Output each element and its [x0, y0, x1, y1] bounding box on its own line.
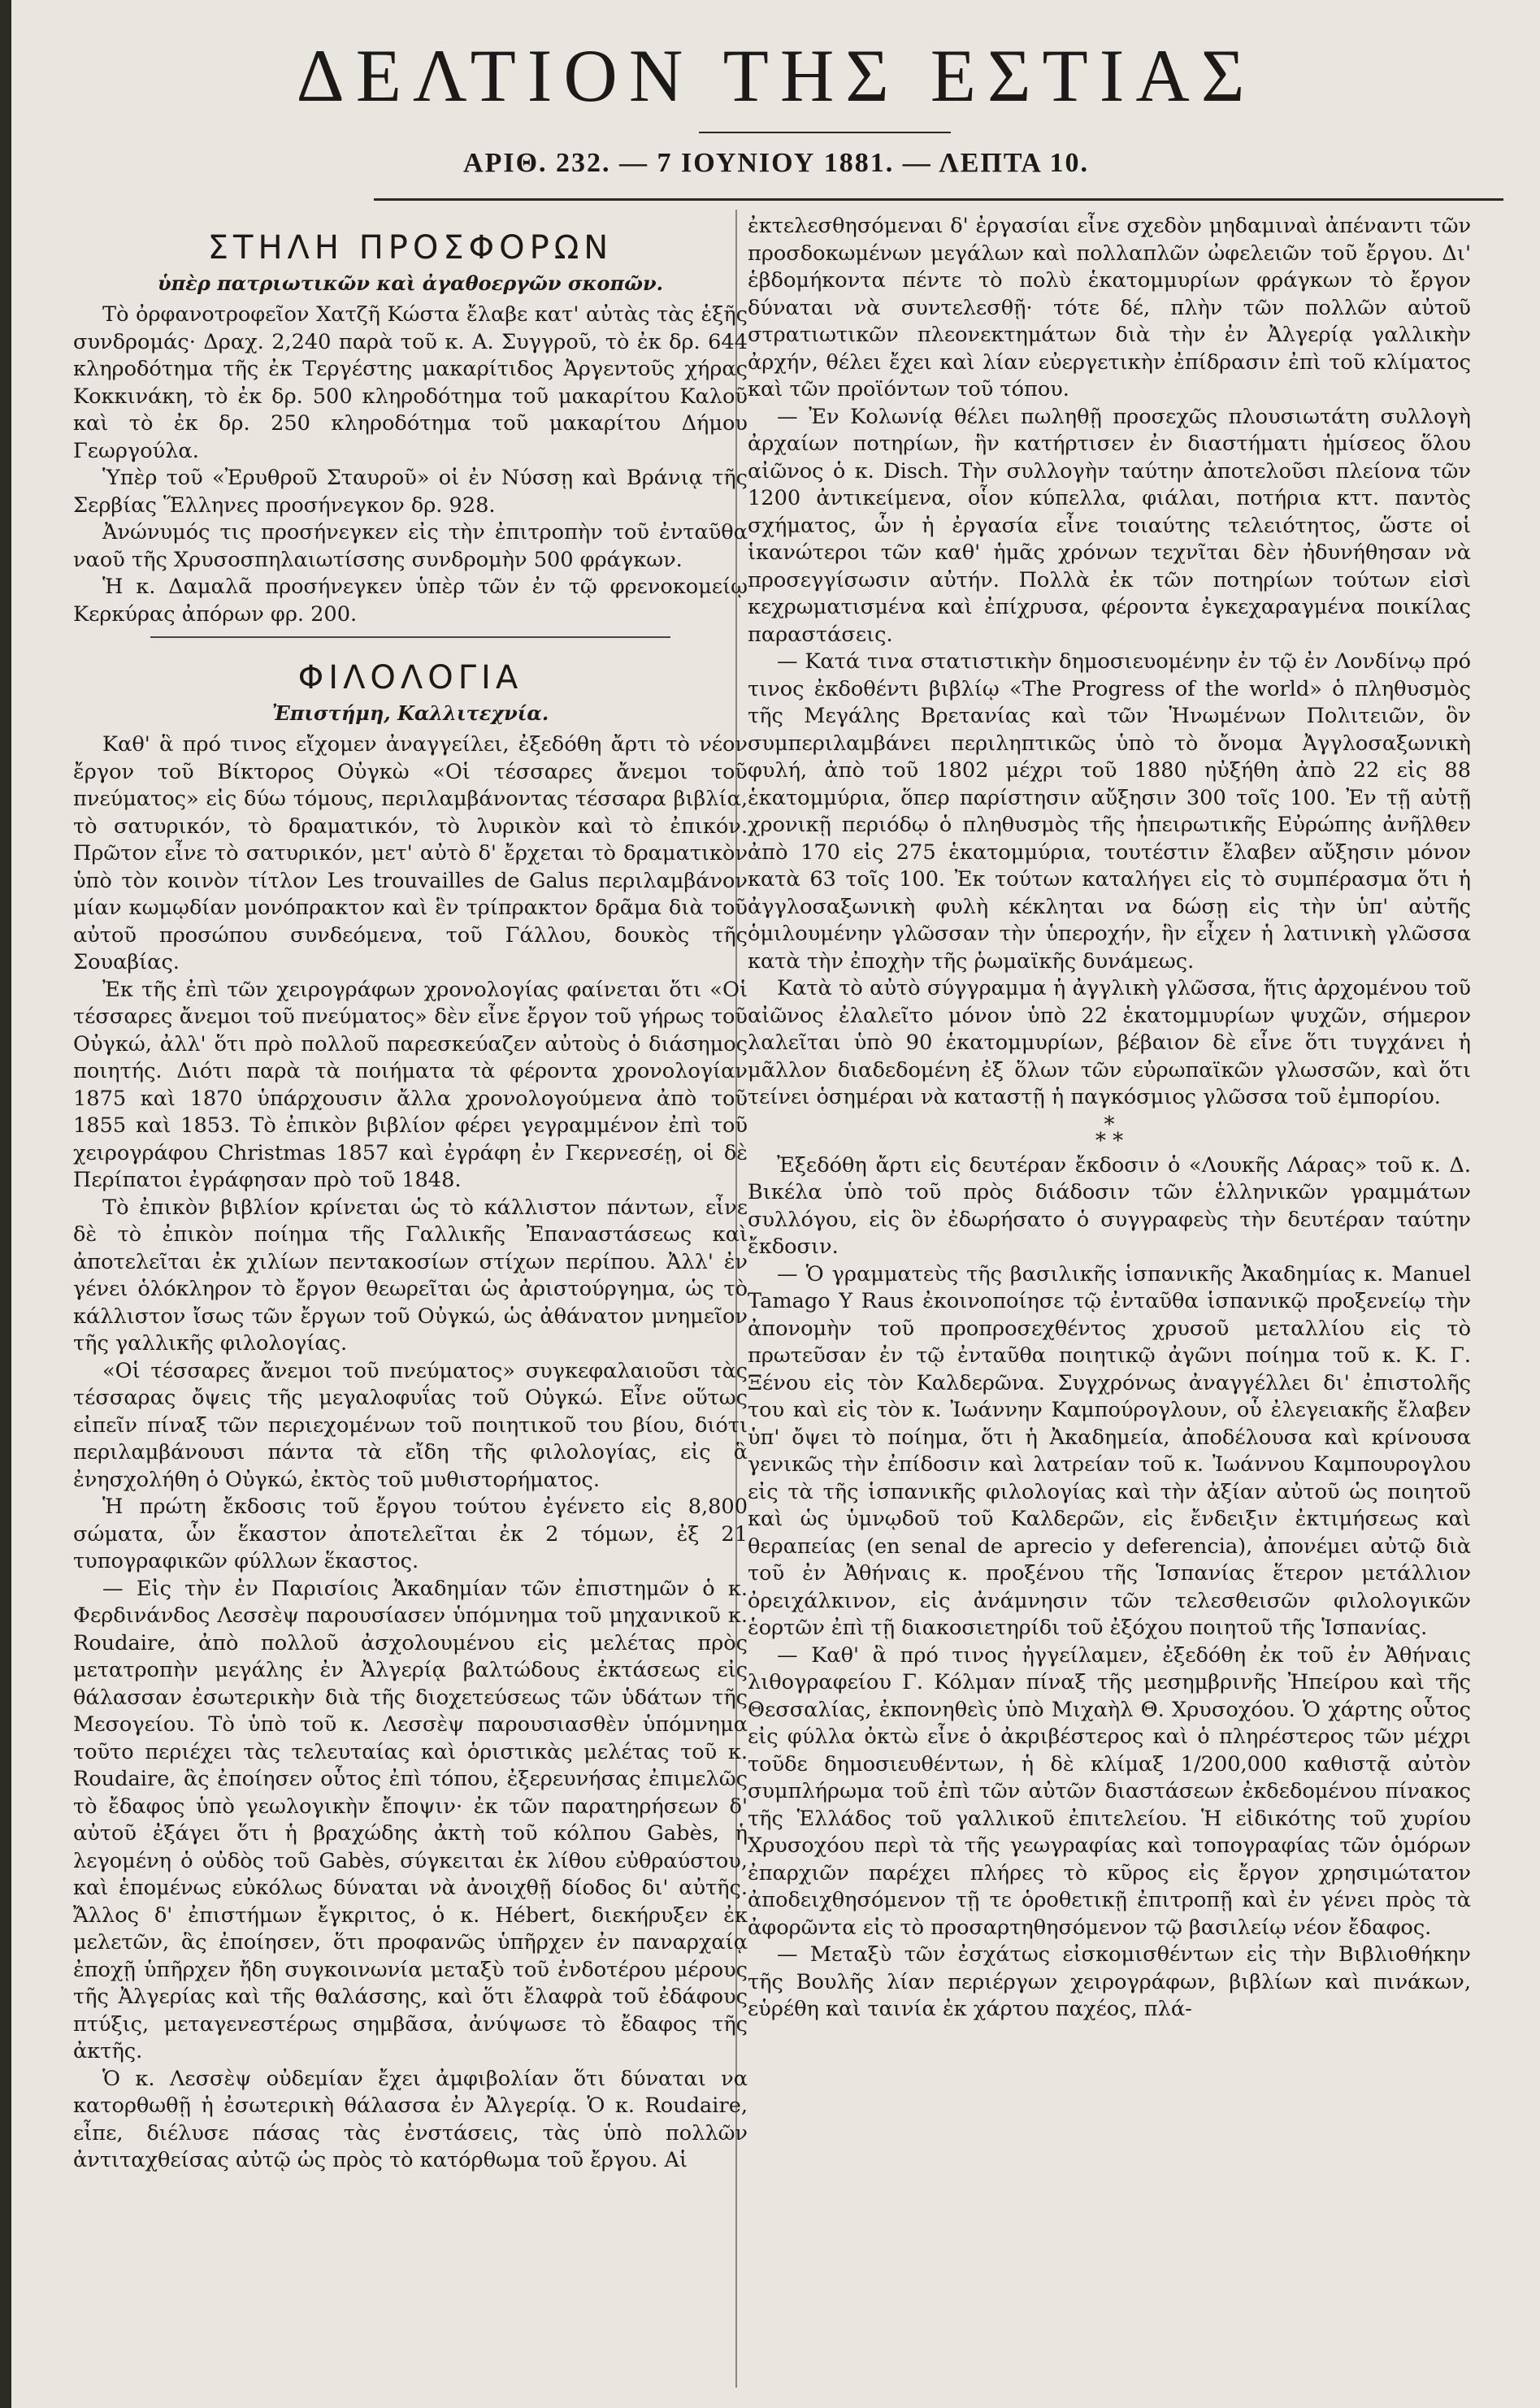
news-paragraph: — Κατά τινα στατιστικὴν δημοσιευομένην ἐν τῷ ἐν Λονδίνῳ πρό τινος ἐκδοθέντι βιβλίῳ «The Progress of the world» ὁ πληθυσμὸς τῆς Μεγάλης Βρετανίας καὶ τῶν Ἡνωμένων Πολιτειῶν, ὃν συμπεριλαμβάνει περιληπτικῶς ὑπὸ τὸ ὄνομα Ἀγγλοσαξωνικὴ φυλή, ἀπὸ τοῦ 1802 μέχρι τοῦ 1880 ηὐξήθη ἀπὸ 22 εἰς 88 ἑκατομμύρια, ὅπερ παρίστησιν αὔξησιν 300 τοῖς 100. Ἐν τῇ αὐτῇ χρονικῇ περιόδῳ ὁ πληθυσμὸς τῆς ἠπειρωτικῆς Εὐρώπης ἀνῆλθεν ἀπὸ 170 εἰς 275 ἑκατομμύρια, τουτέστιν ἔλαβεν αὔξησιν μόνον κατὰ 63 τοῖς 100. Ἐκ τούτων καταλήγει εἰς τὸ συμπέρασμα ὅτι ἡ ἀγγλοσαξωνικὴ φυλὴ κέκληται να δώσῃ εἰς τὴν ὑπ' αὐτῆς ὁμιλουμένην γλῶσσαν τὴν ὑπεροχήν, ἣν εἶχεν ἡ λατινικὴ γλῶσσα κατὰ τὴν ἐποχὴν τῆς ῥωμαϊκῆς δυνάμεως.	[748, 649, 1471, 974]
offer-paragraph: Τὸ ὀρφανοτροφεῖον Χατζῆ Κώστα ἔλαβε κατ' αὐτὰς τὰς ἑξῆς συνδρομάς· Δραχ. 2,240 παρὰ τοῦ κ. Α. Συγγροῦ, τὸ ἐκ δρ. 644 κληροδότημα τῆς ἐκ Τεργέστης μακαρίτιδος Ἀργεντοῦς χήρας Κοκκινάκη, τὸ ἐκ δρ. 500 κληροδότημα τοῦ μακαρίτου Καλοῦ καὶ τὸ ἐκ δρ. 250 κληροδότημα τοῦ μακαρίτου Δήμου Γεωργούλα.	[73, 302, 748, 463]
news-paragraph: — Καθ' ἃ πρό τινος ἠγγείλαμεν, ἐξεδόθη ἐκ τοῦ ἐν Ἀθήναις λιθογραφείου Γ. Κόλμαν πίναξ τῆς μεσημβρινῆς Ἠπείρου καὶ τῆς Θεσσαλίας, ἐκπονηθεὶς ὑπὸ Μιχαὴλ Θ. Χρυσοχόου. Ὁ χάρτης οὗτος εἰς φύλλα ὀκτὼ εἶνε ὁ ἀκριβέστερος καὶ ὁ πληρέστερος τῶν μέχρι τοῦδε δημοσιευθέντων, ἡ δὲ κλίμαξ 1/200,000 καθιστᾷ αὐτὸν συμπλήρωμα τοῦ ἐπὶ τῶν αὐτῶν διαστάσεων ἐκδεδομένου πίνακος τῆς Ἑλλάδος τοῦ γαλλικοῦ ἐπιτελείου. Ἡ εἰδικότης τοῦ χυρίου Χρυσοχόου περὶ τὰ τῆς γεωγραφίας καὶ τοπογραφίας τῶν ὁμόρων ἐπαρχιῶν παρέχει πλήρες τὸ κῦρος εἰς ἔργον χρησιμώτατον ἀποδειχθησόμενον τῇ τε ὁροθετικῇ ἐπιτροπῇ καὶ ἐν γένει πρὸς τὰ ἀφορῶντα εἰς τὸ προσαρτηθησόμενον τῷ βασιλείῳ νέον ἔδαφος.	[748, 1642, 1471, 1940]
offers-title: ΣΤΗΛΗ ΠΡΟΣΦΟΡΩΝ	[207, 229, 614, 267]
philology-paragraph: Τὸ ἐπικὸν βιβλίον κρίνεται ὡς τὸ κάλλιστον πάντων, εἶνε δὲ τὸ ἐπικὸν ποίημα τῆς Γαλλικῆς Ἐπαναστάσεως καὶ ἀποτελεῖται ἐκ χιλίων πεντακοσίων στίχων περίπου. Ἀλλ' ἐν γένει ὁλόκληρον τὸ ἔργον θεωρεῖται ὡς ἀριστούργημα, ὡς τὸ κάλλιστον ἴσως τῶν ἔργων τοῦ Οὐγκώ, ὡς ἀθάνατον μνημεῖον τῆς γαλλικῆς φιλολογίας.	[73, 1195, 748, 1356]
news-paragraph: Ἐξεδόθη ἄρτι εἰς δευτέραν ἔκδοσιν ὁ «Λουκῆς Λάρας» τοῦ κ. Δ. Βικέλα ὑπὸ τοῦ πρὸς διάδοσιν τῶν ἑλληνικῶν γραμμάτων συλλόγου, εἰς ὃν ἐδωρήσατο ὁ συγγραφεὺς τὴν δευτέραν ταύτην ἔκδοσιν.	[748, 1152, 1471, 1259]
issue-rule	[374, 198, 1503, 201]
philology-paragraph: Ἐκ τῆς ἐπὶ τῶν χειρογράφων χρονολογίας φαίνεται ὅτι «Οἱ τέσσαρες ἄνεμοι τοῦ πνεύματος» δὲν εἶνε ἔργον τοῦ γήρως τοῦ Οὐγκώ, ἀλλ' ὅτι πρὸ πολλοῦ παρεσκεύαζεν αὐτοὺς ὁ διάσημος ποιητής. Διότι παρὰ τὰ ποιήματα τὰ φέροντα χρονολογίαν 1875 καὶ 1870 ὑπάρχουσιν ἄλλα χρονολογούμενα ἀπὸ τοῦ 1855 καὶ 1853. Τὸ ἐπικὸν βιβλίον φέρει γεγραμμένον ἐπὶ τοῦ χειρογράφου Christmas 1857 καὶ ἐγράφη ἐν Γκερνεσέῃ, οἱ δὲ Περίπατοι ἐγράφησαν πρὸ τοῦ 1848.	[73, 977, 748, 1192]
philology-subtitle: Ἐπιστήμη, Καλλιτεχνία.	[271, 701, 549, 725]
philology-paragraph: «Οἱ τέσσαρες ἄνεμοι τοῦ πνεύματος» συγκεφαλαιοῦσι τὰς τέσσαρας ὄψεις τῆς μεγαλοφυΐας τοῦ Οὐγκώ. Εἶνε οὕτως εἰπεῖν πίναξ τῶν περιεχομένων τοῦ ποιητικοῦ του βίου, διότι περιλαμβάνουσι πάντα τὰ εἴδη τῆς φιλολογίας, εἰς ἃ ἐνησχολήθη ὁ Οὐγκώ, ἐκτὸς τοῦ μυθιστορήματος.	[73, 1358, 748, 1492]
philology-title: ΦΙΛΟΛΟΓΙΑ	[297, 659, 523, 696]
right-column	[748, 213, 1471, 2024]
asterism-separator: * * *	[1095, 1112, 1124, 1153]
masthead-rule	[699, 132, 951, 133]
philology-paragraph: — Εἰς τὴν ἐν Παρισίοις Ἀκαδημίαν τῶν ἐπιστημῶν ὁ κ. Φερδινάνδος Λεσσὲψ παρουσίασεν ὑπόμνημα τοῦ μηχανικοῦ κ. Roudaire, ἀπὸ πολλοῦ ἀσχολουμένου εἰς μελέτας πρὸς μετατροπὴν μεγάλης ἐν Ἀλγερίᾳ βαλτώδους ἐκτάσεως εἰς θάλασσαν ἐσωτερικὴν διὰ τῆς διοχετεύσεως τῶν ὑδάτων τῆς Μεσογείου. Τὸ ὑπὸ τοῦ κ. Λεσσὲψ παρουσιασθὲν ὑπόμνημα τοῦτο περιέχει τὰς τελευταίας καὶ ὁριστικὰς μελέτας τοῦ κ. Roudaire, ἃς ἐποίησεν οὗτος ἐπὶ τόπου, ἐξερευνήσας ἐπιμελῶς τὸ ἔδαφος ὑπὸ γεωλογικὴν ἔποψιν· ἐκ τῶν παρατηρήσεων δ' αὐτοῦ ἐξάγει ὅτι ἡ βραχώδης ἀκτὴ τοῦ κόλπου Gabès, ἡ λεγομένη ὁ οὐδὸς τοῦ Gabès, σύγκειται ἐκ λίθου εὐθραύστου, καὶ ἑπομένως εὐκόλως δύναται νὰ ἀνοιχθῇ δίοδος δι' αὐτῆς. Ἄλλος δ' ἐπιστήμων ἔγκριτος, ὁ κ. Hébert, διεκήρυξεν ἐκ μελετῶν, ἃς ἐποίησεν, ὅτι προφανῶς ὑπῆρχεν ἐν παναρχαίᾳ ἐποχῇ ὑπῆρχεν ἤδη συγκοινωνία μεταξὺ τοῦ ἐνδοτέρου μέρους τῆς Ἀλγερίας καὶ τῆς θαλάσσης, καὶ ὅτι ἔλαφρὰ τοῦ ἐδάφους πτύξις, μεταγενεστέρως σημβᾶσα, ἀνύψωσε τὸ ἔδαφος τῆς ἀκτῆς.	[73, 1576, 748, 2063]
offers-subtitle: ὑπὲρ πατριωτικῶν καὶ ἀγαθοεργῶν σκοπῶν.	[158, 271, 663, 295]
issue-line: ΑΡΙΘ. 232. — 7 ΙΟΥΝΙΟΥ 1881. — ΛΕΠΤΑ 10.	[463, 148, 1089, 178]
philology-paragraph: Ἡ πρώτη ἔκδοσις τοῦ ἔργου τούτου ἐγένετο εἰς 8,800 σώματα, ὧν ἕκαστον ἀποτελεῖται ἐκ 2 τόμων, ἐξ 21 τυπογραφικῶν φύλλων ἕκαστος.	[73, 1495, 748, 1573]
news-paragraph: — Ὁ γραμματεὺς τῆς βασιλικῆς ἱσπανικῆς Ἀκαδημίας κ. Manuel Tamago Y Raus ἐκοινοποίησε τῷ ἐνταῦθα ἱσπανικῷ προξενείῳ τὴν ἀπονομὴν τοῦ προπροσεχθέντος χρυσοῦ μεταλλίου εἰς τὸ πρωτεῦσαν ἐν τῷ ἐνταῦθα ποιητικῷ ἀγῶνι ποίημα τοῦ κ. Κ. Γ. Ξένου εἰς τὸν Καλδερῶνα. Συγχρόνως ἀναγγέλλει δι' ἐπιστολῆς του καὶ εἰς τὸν κ. Ἰωάννην Καμπούρογλουν, οὗ ἐλεγειακῆς ἔλαβεν ὑπ' ὄψει τὸ ποίημα, ὅτι ἡ Ἀκαδημεία, ἀποδέλουσα καὶ κρίνουσα γενικῶς τὴν ἐπίδοσιν καὶ λατρείαν τοῦ κ. Ἰωάννου Καμπουρογλου εἰς τὰ τῆς ἱσπανικῆς φιλολογίας καὶ τὴν ἀξίαν αὐτοῦ ὡς ποιητοῦ καὶ ὡς ὑμνῳδοῦ τοῦ Καλδερῶν, εἰς ἔνδειξιν ἐκτιμήσεως καὶ θεραπείας (en senal de aprecio y deferencia), ἀπονέμει αὐτῷ διὰ τοῦ ἐν Ἀθήναις κ. προξένου τῆς Ἱσπανίας ἕτερον μετάλλιον ὀρειχάλκινον, εἰς ἀνάμνησιν τῶν τελεσθεισῶν φιλολογικῶν ἑορτῶν ἐπὶ τῇ διακοσιετηρίδι τοῦ ἐξόχου ποιητοῦ τῆς Ἱσπανίας.	[748, 1261, 1471, 1640]
left-column	[73, 213, 748, 2175]
news-paragraph: ἐκτελεσθησόμεναι δ' ἐργασίαι εἶνε σχεδὸν μηδαμιναὶ ἀπέναντι τῶν προσδοκωμένων μεγάλων καὶ πολλαπλῶν ὠφελειῶν τοῦ ἔργου. Δι' ἑβδομήκοντα πέντε τὸ πολὺ ἑκατομμυρίων φράγκων τὸ ἔργον δύναται νὰ συντελεσθῇ· τότε δέ, πλὴν τῶν πολλῶν αὐτοῦ στρατιωτικῶν πλεονεκτημάτων διὰ τὴν ἐν Ἀλγερίᾳ γαλλικὴν ἀρχήν, θέλει ἔχει καὶ λίαν εὐεργετικὴν ἐπίδρασιν ἐπὶ τοῦ κλίματος καὶ τῶν προϊόντων τοῦ τόπου.	[748, 214, 1471, 401]
binding-spine	[0, 0, 11, 2408]
offer-paragraph: Ἀνώνυμός τις προσήνεγκεν εἰς τὴν ἐπιτροπὴν τοῦ ἐνταῦθα ναοῦ τῆς Χρυσοσπηλαιωτίσσης συνδρομὴν 500 φράγκων.	[73, 520, 748, 572]
offer-paragraph: Ὑπὲρ τοῦ «Ἐρυθροῦ Σταυροῦ» οἱ ἐν Νύσσῃ καὶ Βράνιᾳ τῆς Σερβίας Ἕλληνες προσήνεγκον δρ. 928.	[73, 466, 748, 518]
philology-paragraph: Καθ' ἃ πρό τινος εἴχομεν ἀναγγείλει, ἐξεδόθη ἄρτι τὸ νέον ἔργον τοῦ Βίκτορος Οὐγκὼ «Οἱ τέσσαρες ἄνεμοι τοῦ πνεύματος» εἰς δύω τόμους, περιλαμβάνοντας τέσσαρα βιβλία, τὸ σατυρικόν, τὸ δραματικόν, τὸ λυρικὸν καὶ τὸ ἐπικόν. Πρῶτον εἶνε τὸ σατυρικόν, μετ' αὐτὸ δ' ἔρχεται τὸ δραματικὸν ὑπὸ τὸν κοινὸν τίτλον Les trouvailles de Galus περιλαμβάνον μίαν κωμῳδίαν μονόπρακτον καὶ ἓν τρίπρακτον δρᾶμα διὰ τοῦ αὐτοῦ προσώπου συνδεόμενα, τοῦ Γάλλου, δουκὸς τῆς Σουαβίας.	[73, 732, 748, 974]
offer-paragraph: Ἡ κ. Δαμαλᾶ προσήνεγκεν ὑπὲρ τῶν ἐν τῷ φρενοκομείῳ Κερκύρας ἀπόρων φρ. 200.	[73, 575, 748, 627]
news-paragraph: — Ἐν Κολωνίᾳ θέλει πωληθῇ προσεχῶς πλουσιωτάτη συλλογὴ ἀρχαίων ποτηρίων, ἣν κατήρτισεν ἐν διαστήματι ἡμίσεος ὅλου αἰῶνος ὁ κ. Disch. Τὴν συλλογὴν ταύτην ἀποτελοῦσι πλείονα τῶν 1200 ἀντικείμενα, οἷον κύπελλα, φιάλαι, ποτήρια κττ. παντὸς σχήματος, ὧν ἡ ἐργασία εἶνε τοιαύτης τελειότητος, ὥστε οἱ ἱκανώτεροι τῶν καθ' ἡμᾶς χρόνων τεχνῖται δὲν ἠδυνήθησαν νὰ προσεγγίσωσιν αὐτήν. Πολλὰ ἐκ τῶν ποτηρίων τούτων εἰσὶ κεχρωματισμένα καὶ ἐπίχρυσα, φέροντα ἐγκεχαραγμένα ποικίλας παραστάσεις.	[748, 404, 1471, 647]
philology-paragraph: Ὁ κ. Λεσσὲψ οὐδεμίαν ἔχει ἀμφιβολίαν ὅτι δύναται να κατορθωθῇ ἡ ἐσωτερικὴ θάλασσα ἐν Ἀλγερίᾳ. Ὁ κ. Roudaire, εἶπε, διέλυσε πάσας τὰς ἐνστάσεις, τὰς ὑπὸ πολλῶν ἀντιταχθείσας αὐτῷ ὡς πρὸς τὸ κατόρθωμα τοῦ ἔργου. Αἱ	[73, 2066, 748, 2172]
masthead-title: ΔΕΛΤΙΟΝ ΤΗΣ ΕΣΤΙΑΣ	[296, 34, 1256, 117]
newspaper-page	[33, 0, 1520, 2408]
news-paragraph: Κατὰ τὸ αὐτὸ σύγγραμμα ἡ ἀγγλικὴ γλῶσσα, ἥτις ἀρχομένου τοῦ αἰῶνος ἐλαλεῖτο μόνον ὑπὸ 22 ἑκατομμυρίων ψυχῶν, σήμερον λαλεῖται ὑπὸ 90 ἑκατομμυρίων, βέβαιον δὲ εἶνε ὅτι τυγχάνει ἡ μᾶλλον διαδεδομένη ἐξ ὅλων τῶν εὐρωπαϊκῶν γλωσσῶν, καὶ ὅτι τείνει ὁσημέραι νὰ καταστῇ ἡ παγκόσμιος γλῶσσα τοῦ ἐμπορίου.	[748, 976, 1471, 1109]
section-rule	[150, 636, 670, 638]
news-paragraph: — Μεταξὺ τῶν ἐσχάτως εἰσκομισθέντων εἰς τὴν Βιβλιοθήκην τῆς Βουλῆς λίαν περιέργων χειρογράφων, βιβλίων καὶ πινάκων, εὑρέθη καὶ ταινία ἐκ χάρτου παχέος, πλά-	[748, 1942, 1471, 2021]
